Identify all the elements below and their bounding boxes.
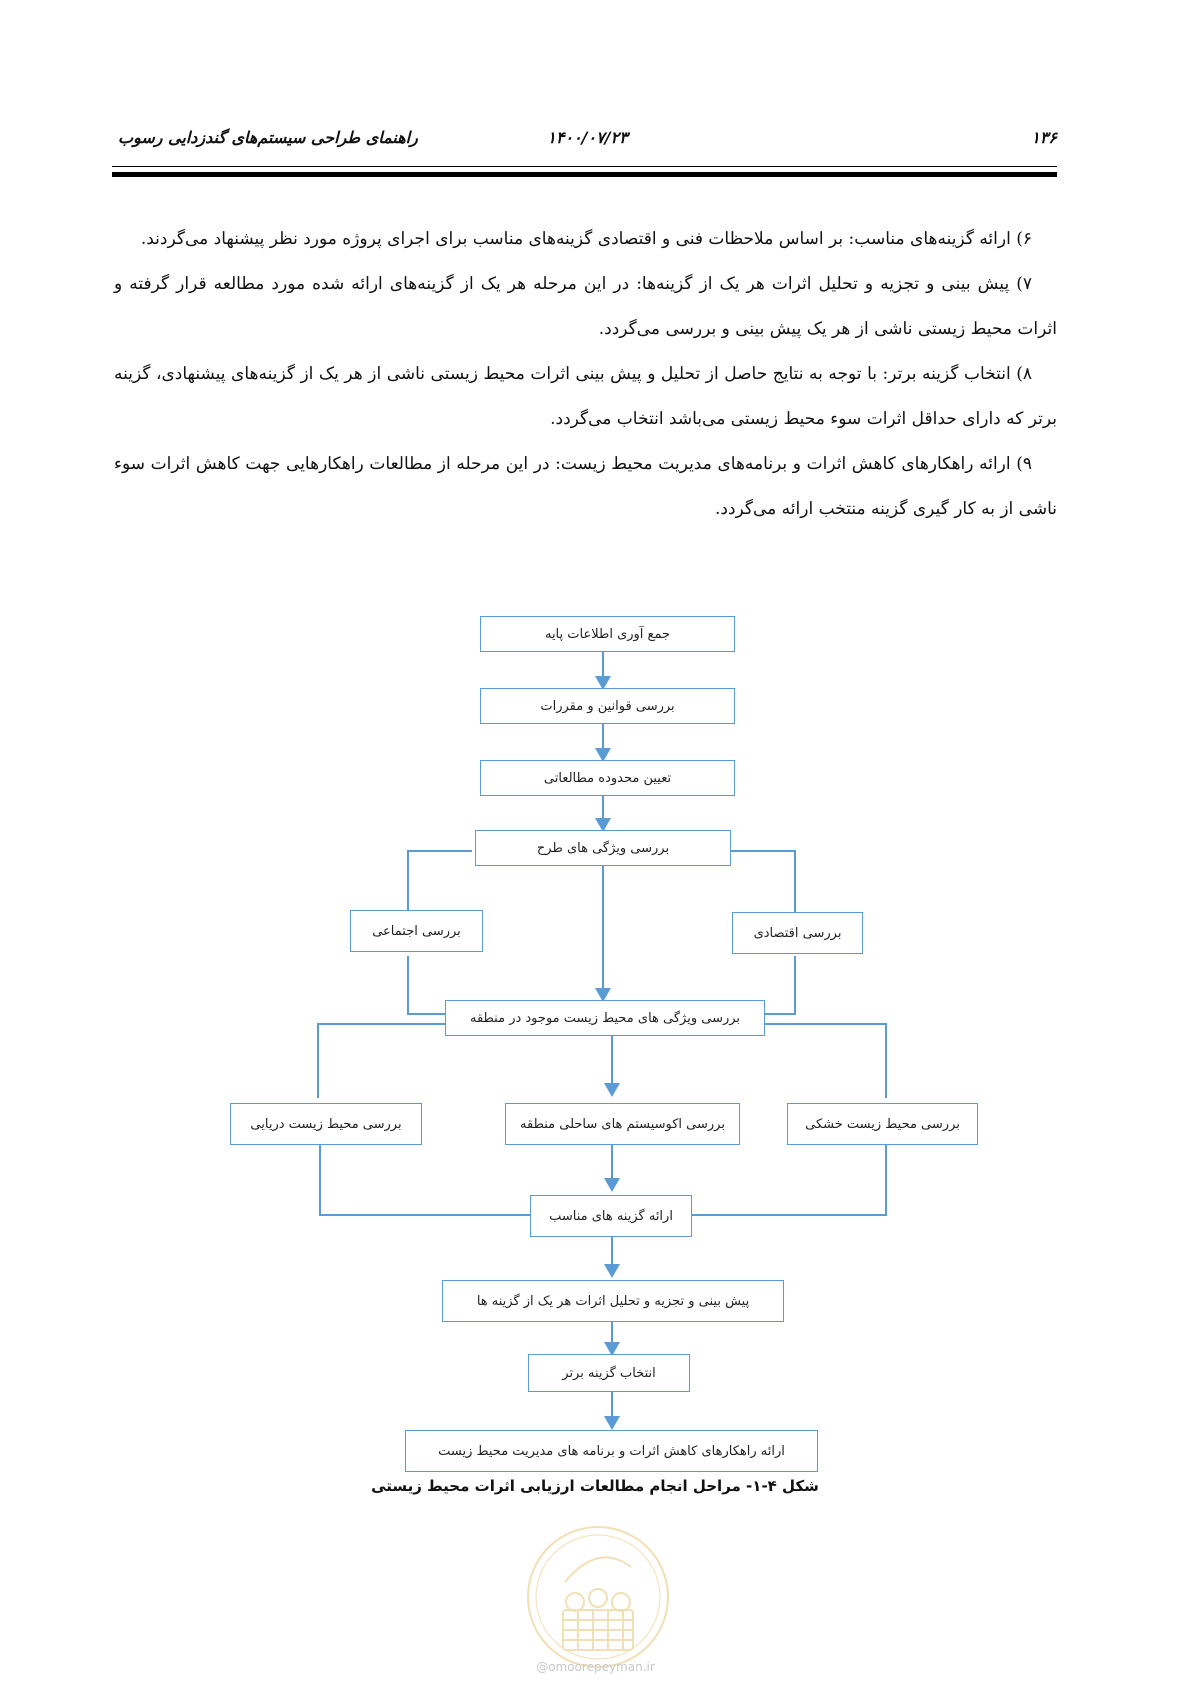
box-collect-data: جمع آوری اطلاعات پایه (480, 616, 735, 652)
watermark-url: @omoorepeyman.ir (536, 1660, 655, 1674)
header-date: ۱۴۰۰/۰۷/۲۳ (547, 128, 628, 147)
paragraph-8: ۸) انتخاب گزینه برتر: با توجه به نتایج حاصل از تحلیل و پیش بینی اثرات محیط زیستی ناشی از هر یک از گزینه‌های پیشنهادی، گزینه برتر که دارای حداقل اثرات سوء محیط زیستی می‌باشد انتخاب می‌گردد. (114, 364, 1057, 429)
paragraph-7: ۷) پیش بینی و تجزیه و تحلیل اثرات هر یک از گزینه‌ها: در این مرحله هر یک از گزینه‌های ارائه شده مورد مطالعه قرار گرفته و اثرات محیط زیستی ناشی از هر یک پیش بینی و بررسی می‌گردد. (114, 274, 1057, 339)
paragraph-6: ۶) ارائه گزینه‌های مناسب: بر اساس ملاحظات فنی و اقتصادی گزینه‌های مناسب برای اجرای پروژه مورد نظر پیشنهاد می‌گردند. (140, 229, 1032, 249)
box-land: بررسی محیط زیست خشکی (787, 1103, 978, 1145)
box-marine: بررسی محیط زیست دریایی (230, 1103, 422, 1145)
box-coastal: بررسی اکوسیستم های ساحلی منطقه (505, 1103, 740, 1145)
header-rule-thick (112, 172, 1057, 177)
page-number: ۱۳۶ (1031, 128, 1057, 147)
box-laws: بررسی قوانین و مقررات (480, 688, 735, 724)
box-options: ارائه گزینه های مناسب (530, 1195, 692, 1237)
box-social: بررسی اجتماعی (350, 910, 483, 952)
box-project-features: بررسی ویژگی های طرح (475, 830, 731, 866)
box-economic: بررسی اقتصادی (732, 912, 863, 954)
body-text (114, 217, 1057, 532)
header-rule-thin (112, 166, 1057, 167)
box-predict: پیش بینی و تجزیه و تحلیل اثرات هر یک از گزینه ها (442, 1280, 784, 1322)
running-title: راهنمای طراحی سیستم‌های گندزدایی رسوب (118, 128, 418, 147)
box-environment: بررسی ویژگی های محیط زیست موجود در منطقه (445, 1000, 765, 1036)
box-select: انتخاب گزینه برتر (528, 1354, 690, 1392)
page-header (118, 128, 1057, 152)
paragraph-9: ۹) ارائه راهکارهای کاهش اثرات و برنامه‌های مدیریت محیط زیست: در این مرحله از مطالعات راهکارهایی جهت کاهش اثرات سوء ناشی از به کار گیری گزینه منتخب ارائه می‌گردد. (114, 454, 1057, 519)
figure-caption: شکل ۴-۱- مراحل انجام مطالعات ارزیابی اثرات محیط زیستی (371, 1477, 819, 1495)
box-mitigation: ارائه راهکارهای کاهش اثرات و برنامه های مدیریت محیط زیست (405, 1430, 818, 1472)
box-scope: تعیین محدوده مطالعاتی (480, 760, 735, 796)
watermark-logo-icon (523, 1522, 673, 1672)
